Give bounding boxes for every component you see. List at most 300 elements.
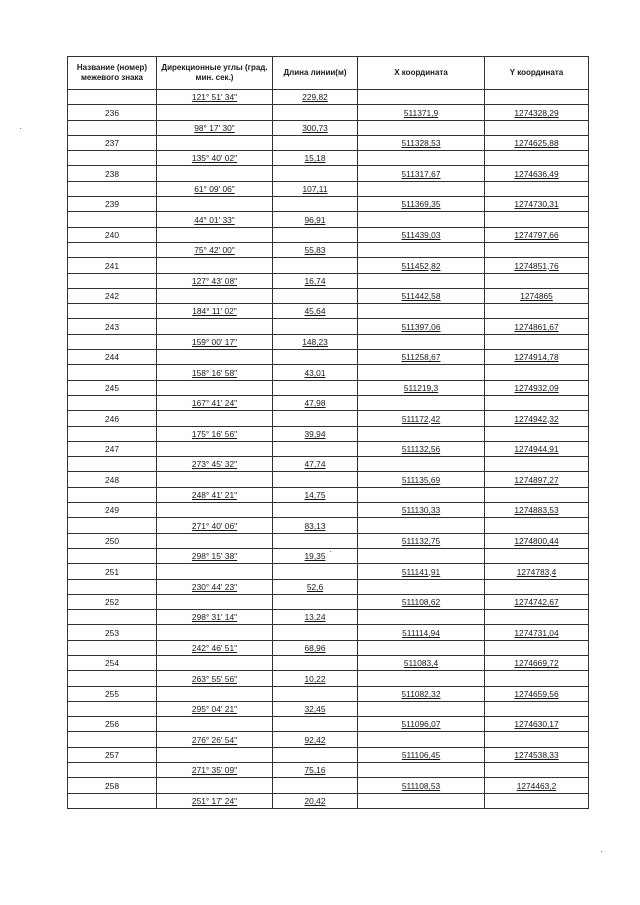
- line-length-cell: [273, 90, 358, 105]
- y-coordinate-value: 1274625,88: [514, 138, 559, 149]
- bearing-cell: [157, 701, 273, 716]
- y-coordinate-cell: [485, 686, 589, 701]
- line-length-cell: [273, 258, 358, 273]
- line-length-cell: [273, 181, 358, 196]
- bearing-value: 298° 15' 38": [191, 551, 238, 562]
- x-coordinate-cell: [358, 594, 485, 609]
- point-name-value: 244: [105, 352, 119, 363]
- point-name-cell: [68, 288, 157, 303]
- x-coordinate-cell: [358, 304, 485, 319]
- point-row: [68, 166, 589, 181]
- bearing-cell: [157, 610, 273, 625]
- x-coordinate-value: 511135,69: [401, 474, 441, 485]
- point-name-value: 237: [105, 138, 119, 149]
- y-coordinate-cell: [485, 640, 589, 655]
- point-name-cell: [68, 441, 157, 456]
- line-length-cell: [273, 227, 358, 242]
- line-length-value: 13,24: [304, 612, 326, 623]
- point-row: [68, 441, 589, 456]
- x-coordinate-value: 511442,58: [401, 291, 441, 302]
- bearing-cell: [157, 151, 273, 166]
- y-coordinate-cell: [485, 487, 589, 502]
- x-coordinate-cell: [358, 701, 485, 716]
- segment-row: [68, 579, 589, 594]
- bearing-value: 271° 40' 06": [191, 520, 238, 531]
- line-length-value: 148,23: [302, 337, 328, 348]
- x-coordinate-value: 511082,32: [401, 688, 441, 699]
- bearing-cell: [157, 380, 273, 395]
- bearing-cell: [157, 747, 273, 762]
- x-coordinate-cell: [358, 747, 485, 762]
- x-coordinate-value: 511452,82: [401, 260, 441, 271]
- y-coordinate-value: 1274730,31: [514, 199, 559, 210]
- x-coordinate-cell: [358, 151, 485, 166]
- point-name-value: 252: [105, 597, 119, 608]
- bearing-cell: [157, 579, 273, 594]
- segment-row: [68, 671, 589, 686]
- point-name-value: 253: [105, 627, 119, 638]
- header-x-coordinate: X координата: [358, 57, 485, 90]
- point-row: [68, 350, 589, 365]
- point-row: [68, 625, 589, 640]
- point-name-value: 258: [105, 780, 119, 791]
- bearing-cell: [157, 181, 273, 196]
- point-name-cell: [68, 426, 157, 441]
- bearing-value: 298° 31' 14": [191, 612, 238, 623]
- line-length-cell: [273, 793, 358, 808]
- y-coordinate-cell: [485, 380, 589, 395]
- point-name-value: 249: [105, 505, 119, 516]
- line-length-cell: [273, 105, 358, 120]
- line-length-cell: [273, 655, 358, 670]
- x-coordinate-cell: [358, 778, 485, 793]
- bearing-cell: [157, 778, 273, 793]
- y-coordinate-cell: [485, 655, 589, 670]
- point-name-cell: [68, 227, 157, 242]
- y-coordinate-cell: [485, 334, 589, 349]
- line-length-cell: [273, 610, 358, 625]
- line-length-cell: [273, 640, 358, 655]
- line-length-cell: [273, 441, 358, 456]
- point-row: [68, 319, 589, 334]
- point-name-cell: [68, 686, 157, 701]
- segment-row: [68, 640, 589, 655]
- y-coordinate-value: 1274797,66: [514, 229, 559, 240]
- x-coordinate-value: 511219,3: [403, 382, 439, 393]
- line-length-value: 107,11: [302, 184, 328, 195]
- line-length-cell: [273, 288, 358, 303]
- point-name-cell: [68, 594, 157, 609]
- point-name-cell: [68, 212, 157, 227]
- line-length-cell: [273, 747, 358, 762]
- y-coordinate-cell: [485, 288, 589, 303]
- point-row: [68, 778, 589, 793]
- point-name-cell: [68, 793, 157, 808]
- x-coordinate-cell: [358, 258, 485, 273]
- table-header: [68, 57, 589, 90]
- boundary-points-table: [67, 56, 589, 809]
- x-coordinate-cell: [358, 640, 485, 655]
- bearing-value: 248° 41' 21": [191, 490, 238, 501]
- line-length-cell: [273, 273, 358, 288]
- point-row: [68, 564, 589, 579]
- point-name-cell: [68, 273, 157, 288]
- line-length-value: 75,16: [304, 765, 326, 776]
- line-length-cell: [273, 242, 358, 257]
- y-coordinate-value: 1274800,44: [514, 535, 559, 546]
- line-length-cell: [273, 701, 358, 716]
- point-name-cell: [68, 747, 157, 762]
- x-coordinate-cell: [358, 503, 485, 518]
- x-coordinate-cell: [358, 548, 485, 563]
- bearing-value: 230° 44' 23": [191, 581, 238, 592]
- line-length-value: 300,73: [302, 122, 328, 133]
- y-coordinate-cell: [485, 625, 589, 640]
- bearing-cell: [157, 564, 273, 579]
- line-length-cell: [273, 503, 358, 518]
- line-length-cell: [273, 778, 358, 793]
- point-name-value: 255: [105, 688, 119, 699]
- bearing-cell: [157, 105, 273, 120]
- line-length-cell: [273, 319, 358, 334]
- y-coordinate-cell: [485, 304, 589, 319]
- x-coordinate-cell: [358, 518, 485, 533]
- y-coordinate-value: 1274659,56: [514, 688, 559, 699]
- y-coordinate-cell: [485, 579, 589, 594]
- y-coordinate-cell: [485, 548, 589, 563]
- point-row: [68, 258, 589, 273]
- y-coordinate-cell: [485, 365, 589, 380]
- line-length-value: 229,82: [302, 92, 328, 103]
- point-row: [68, 472, 589, 487]
- segment-row: [68, 610, 589, 625]
- bearing-value: 98° 17' 30": [194, 122, 235, 133]
- point-name-value: 245: [105, 382, 119, 393]
- y-coordinate-cell: [485, 273, 589, 288]
- y-coordinate-cell: [485, 120, 589, 135]
- x-coordinate-cell: [358, 395, 485, 410]
- segment-row: [68, 304, 589, 319]
- line-length-value: 47,98: [304, 398, 326, 409]
- y-coordinate-value: 1274742,67: [514, 597, 559, 608]
- point-row: [68, 411, 589, 426]
- y-coordinate-value: 1274630,17: [514, 719, 559, 730]
- point-row: [68, 380, 589, 395]
- bearing-cell: [157, 197, 273, 212]
- y-coordinate-cell: [485, 763, 589, 778]
- segment-row: [68, 334, 589, 349]
- y-coordinate-value: 1274942,32: [514, 413, 559, 424]
- bearing-value: 158° 16' 58": [191, 367, 238, 378]
- x-coordinate-value: 511141,91: [401, 566, 441, 577]
- point-name-cell: [68, 457, 157, 472]
- segment-row: [68, 548, 589, 563]
- bearing-cell: [157, 120, 273, 135]
- y-coordinate-cell: [485, 258, 589, 273]
- point-row: [68, 197, 589, 212]
- y-coordinate-cell: [485, 426, 589, 441]
- line-length-cell: [273, 487, 358, 502]
- bearing-cell: [157, 732, 273, 747]
- line-length-value: 47,74: [304, 459, 326, 470]
- line-length-value: 16,74: [304, 275, 326, 286]
- line-length-cell: [273, 166, 358, 181]
- bearing-cell: [157, 441, 273, 456]
- x-coordinate-cell: [358, 732, 485, 747]
- line-length-cell: [273, 395, 358, 410]
- y-coordinate-cell: [485, 533, 589, 548]
- x-coordinate-value: 511369,35: [401, 199, 441, 210]
- point-name-value: 239: [105, 199, 119, 210]
- y-coordinate-value: 1274883,53: [514, 505, 559, 516]
- line-length-cell: [273, 426, 358, 441]
- y-coordinate-cell: [485, 212, 589, 227]
- point-name-cell: [68, 395, 157, 410]
- point-name-cell: [68, 135, 157, 150]
- x-coordinate-cell: [358, 763, 485, 778]
- point-name-cell: [68, 503, 157, 518]
- bearing-value: 175° 16' 56": [191, 428, 238, 439]
- scan-speck: [601, 851, 602, 852]
- point-name-cell: [68, 778, 157, 793]
- bearing-value: 276° 26' 54": [191, 734, 238, 745]
- y-coordinate-value: 1274851,76: [514, 260, 559, 271]
- x-coordinate-cell: [358, 105, 485, 120]
- point-row: [68, 288, 589, 303]
- point-name-value: 257: [105, 750, 119, 761]
- point-name-cell: [68, 197, 157, 212]
- point-name-value: 242: [105, 291, 119, 302]
- y-coordinate-value: 1274897,27: [514, 474, 559, 485]
- y-coordinate-cell: [485, 503, 589, 518]
- y-coordinate-cell: [485, 197, 589, 212]
- scan-speck: [330, 551, 331, 552]
- bearing-cell: [157, 472, 273, 487]
- segment-row: [68, 732, 589, 747]
- point-name-cell: [68, 411, 157, 426]
- segment-row: [68, 395, 589, 410]
- y-coordinate-cell: [485, 472, 589, 487]
- point-name-cell: [68, 365, 157, 380]
- x-coordinate-cell: [358, 472, 485, 487]
- y-coordinate-cell: [485, 227, 589, 242]
- y-coordinate-cell: [485, 671, 589, 686]
- line-length-cell: [273, 135, 358, 150]
- y-coordinate-cell: [485, 747, 589, 762]
- y-coordinate-value: 1274865: [520, 291, 553, 302]
- segment-row: [68, 793, 589, 808]
- scan-speck: [20, 128, 21, 129]
- y-coordinate-cell: [485, 90, 589, 105]
- x-coordinate-cell: [358, 135, 485, 150]
- line-length-value: 68,96: [304, 642, 326, 653]
- point-name-cell: [68, 548, 157, 563]
- y-coordinate-value: 1274731,04: [514, 627, 559, 638]
- x-coordinate-cell: [358, 793, 485, 808]
- x-coordinate-value: 511132,56: [401, 444, 441, 455]
- bearing-cell: [157, 487, 273, 502]
- line-length-cell: [273, 457, 358, 472]
- line-length-cell: [273, 304, 358, 319]
- point-name-cell: [68, 518, 157, 533]
- line-length-value: 92,42: [304, 734, 326, 745]
- y-coordinate-cell: [485, 166, 589, 181]
- line-length-value: 19,35: [304, 551, 326, 562]
- x-coordinate-cell: [358, 227, 485, 242]
- bearing-cell: [157, 288, 273, 303]
- segment-row: [68, 181, 589, 196]
- bearing-cell: [157, 793, 273, 808]
- y-coordinate-cell: [485, 242, 589, 257]
- bearing-cell: [157, 533, 273, 548]
- point-name-cell: [68, 763, 157, 778]
- point-name-cell: [68, 610, 157, 625]
- point-name-value: 256: [105, 719, 119, 730]
- segment-row: [68, 763, 589, 778]
- line-length-cell: [273, 365, 358, 380]
- x-coordinate-value: 511172,42: [401, 413, 441, 424]
- x-coordinate-cell: [358, 90, 485, 105]
- line-length-cell: [273, 717, 358, 732]
- bearing-value: 242° 46' 51": [191, 642, 238, 653]
- x-coordinate-value: 511114,94: [402, 627, 440, 638]
- bearing-value: 251° 17' 24": [191, 795, 238, 806]
- x-coordinate-value: 511108,62: [401, 597, 441, 608]
- bearing-value: 159° 00' 17": [191, 337, 238, 348]
- point-row: [68, 227, 589, 242]
- point-row: [68, 503, 589, 518]
- point-name-cell: [68, 120, 157, 135]
- point-row: [68, 105, 589, 120]
- bearing-value: 295° 04' 21": [191, 704, 238, 715]
- line-length-cell: [273, 625, 358, 640]
- x-coordinate-cell: [358, 350, 485, 365]
- line-length-cell: [273, 732, 358, 747]
- x-coordinate-value: 511397,06: [401, 321, 441, 332]
- bearing-cell: [157, 350, 273, 365]
- bearing-cell: [157, 227, 273, 242]
- y-coordinate-cell: [485, 319, 589, 334]
- x-coordinate-value: 511317,67: [401, 168, 441, 179]
- segment-row: [68, 426, 589, 441]
- segment-row: [68, 90, 589, 105]
- x-coordinate-cell: [358, 655, 485, 670]
- point-name-cell: [68, 487, 157, 502]
- y-coordinate-value: 1274463,2: [516, 780, 557, 791]
- line-length-value: 52,6: [306, 581, 324, 592]
- point-row: [68, 747, 589, 762]
- line-length-cell: [273, 212, 358, 227]
- line-length-value: 96,91: [304, 214, 326, 225]
- y-coordinate-cell: [485, 564, 589, 579]
- y-coordinate-value: 1274932,09: [514, 382, 559, 393]
- bearing-cell: [157, 426, 273, 441]
- segment-row: [68, 273, 589, 288]
- x-coordinate-cell: [358, 319, 485, 334]
- point-row: [68, 135, 589, 150]
- line-length-cell: [273, 334, 358, 349]
- bearing-cell: [157, 319, 273, 334]
- header-y-coordinate: Y координата: [485, 57, 589, 90]
- x-coordinate-cell: [358, 533, 485, 548]
- header-point-name: Название (номер) межевого знака: [68, 57, 157, 90]
- line-length-cell: [273, 594, 358, 609]
- line-length-cell: [273, 151, 358, 166]
- point-name-cell: [68, 717, 157, 732]
- point-name-cell: [68, 166, 157, 181]
- bearing-cell: [157, 518, 273, 533]
- bearing-cell: [157, 135, 273, 150]
- x-coordinate-cell: [358, 120, 485, 135]
- x-coordinate-value: 511096,07: [401, 719, 441, 730]
- y-coordinate-cell: [485, 135, 589, 150]
- x-coordinate-value: 511130,33: [401, 505, 441, 516]
- line-length-cell: [273, 350, 358, 365]
- bearing-cell: [157, 365, 273, 380]
- y-coordinate-value: 1274861,67: [514, 321, 559, 332]
- point-name-value: 250: [105, 535, 119, 546]
- x-coordinate-cell: [358, 564, 485, 579]
- x-coordinate-cell: [358, 610, 485, 625]
- y-coordinate-value: 1274783,4: [516, 566, 557, 577]
- point-name-cell: [68, 472, 157, 487]
- line-length-value: 32,45: [304, 704, 326, 715]
- segment-row: [68, 365, 589, 380]
- point-name-value: 248: [105, 474, 119, 485]
- bearing-value: 271° 35' 09": [191, 765, 238, 776]
- point-name-cell: [68, 181, 157, 196]
- x-coordinate-cell: [358, 181, 485, 196]
- point-name-value: 240: [105, 229, 119, 240]
- x-coordinate-cell: [358, 288, 485, 303]
- y-coordinate-cell: [485, 717, 589, 732]
- x-coordinate-cell: [358, 671, 485, 686]
- bearing-value: 263° 55' 56": [191, 673, 238, 684]
- line-length-cell: [273, 763, 358, 778]
- point-name-cell: [68, 625, 157, 640]
- x-coordinate-cell: [358, 487, 485, 502]
- line-length-cell: [273, 120, 358, 135]
- y-coordinate-value: 1274328,29: [514, 107, 559, 118]
- bearing-value: 167° 41' 24": [191, 398, 238, 409]
- point-row: [68, 686, 589, 701]
- x-coordinate-value: 511106,45: [401, 750, 441, 761]
- segment-row: [68, 487, 589, 502]
- point-name-cell: [68, 671, 157, 686]
- line-length-cell: [273, 686, 358, 701]
- bearing-cell: [157, 625, 273, 640]
- y-coordinate-cell: [485, 441, 589, 456]
- point-row: [68, 717, 589, 732]
- line-length-cell: [273, 197, 358, 212]
- point-name-cell: [68, 564, 157, 579]
- line-length-value: 15,18: [304, 153, 326, 164]
- point-name-value: 246: [105, 413, 119, 424]
- point-name-cell: [68, 380, 157, 395]
- y-coordinate-value: 1274944,91: [514, 444, 559, 455]
- point-name-cell: [68, 319, 157, 334]
- bearing-cell: [157, 166, 273, 181]
- y-coordinate-cell: [485, 105, 589, 120]
- point-name-cell: [68, 105, 157, 120]
- line-length-cell: [273, 472, 358, 487]
- x-coordinate-value: 511439,03: [401, 229, 441, 240]
- x-coordinate-value: 511132,75: [401, 535, 441, 546]
- line-length-cell: [273, 548, 358, 563]
- point-name-cell: [68, 732, 157, 747]
- line-length-value: 14,75: [304, 490, 326, 501]
- y-coordinate-cell: [485, 701, 589, 716]
